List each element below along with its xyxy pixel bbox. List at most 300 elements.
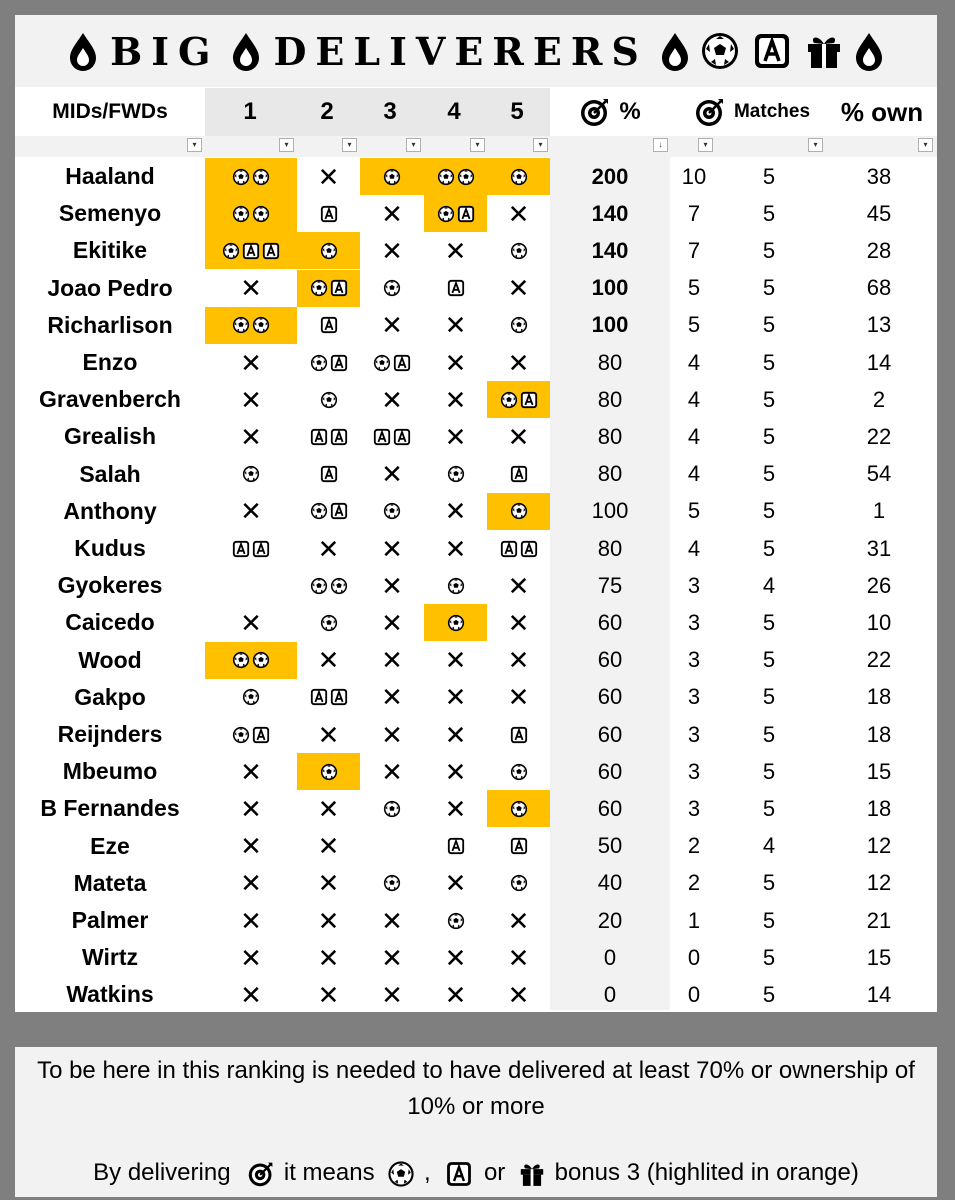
- soccer-ball-icon: [252, 316, 270, 334]
- filter-dropdown-button[interactable]: ▾: [918, 138, 933, 152]
- cross-icon: ✕: [444, 496, 467, 527]
- gw-2-cell: [297, 976, 360, 1013]
- delivery-pct: 80: [597, 535, 623, 561]
- gw-2-cell: [297, 865, 360, 902]
- cross-icon: ✕: [444, 719, 467, 750]
- assist-a-icon: [520, 391, 538, 409]
- footer-legend: [15, 1155, 937, 1191]
- gw-5-cell: [487, 902, 550, 939]
- assist-a-icon: [320, 465, 338, 483]
- delivered-count: 2: [687, 833, 701, 859]
- gw-2-cell: [297, 493, 360, 530]
- gw-3-cell: [360, 195, 424, 232]
- gw-2-cell: [297, 902, 360, 939]
- delivered-count: 4: [687, 535, 701, 561]
- cross-icon: ✕: [507, 570, 530, 601]
- table-row: [15, 344, 937, 381]
- player-name: Salah: [79, 460, 141, 487]
- matches-count: 5: [762, 461, 776, 487]
- title-word-deliverers: DELIVERERS: [273, 28, 648, 74]
- cross-icon: ✕: [507, 198, 530, 229]
- gw-2-cell: [297, 939, 360, 976]
- header-pct: [550, 88, 670, 136]
- soccer-ball-icon: [242, 688, 260, 706]
- cross-icon: ✕: [240, 273, 262, 304]
- gw-3-cell: [360, 232, 424, 269]
- assist-a-icon: [373, 428, 391, 446]
- cross-icon: ✕: [240, 868, 262, 899]
- assist-a-icon: [320, 205, 338, 223]
- gw-1-cell: [205, 567, 297, 604]
- cross-icon: ✕: [381, 198, 403, 229]
- filter-dropdown-button[interactable]: ▾: [279, 138, 294, 152]
- footer-criteria: To be here in this ranking is needed to have delivered at least 70% or ownership of 10% or more: [37, 1057, 915, 1120]
- delivery-pct: 40: [597, 870, 623, 896]
- soccer-ball-icon: [500, 391, 518, 409]
- gw-4-cell: [424, 902, 487, 939]
- gw-3-cell: [360, 604, 424, 641]
- cross-icon: ✕: [444, 384, 467, 415]
- flame-drop-icon: [854, 31, 884, 71]
- gw-4-cell: [424, 865, 487, 902]
- gw-3-cell: [360, 902, 424, 939]
- ownership-pct: 12: [866, 870, 892, 896]
- delivery-pct: 75: [597, 572, 623, 598]
- player-name: Palmer: [71, 907, 149, 933]
- soccer-ball-icon: [510, 502, 528, 520]
- table-row: [15, 418, 937, 455]
- soccer-ball-icon: [232, 726, 250, 744]
- delivery-pct: 80: [597, 386, 623, 412]
- cross-icon: ✕: [317, 161, 340, 192]
- matches-count: 5: [762, 907, 776, 933]
- gw-3-cell: [360, 976, 424, 1013]
- cross-icon: ✕: [381, 607, 403, 638]
- gw-1-cell: [205, 865, 297, 902]
- cross-icon: ✕: [240, 905, 262, 936]
- soccer-ball-icon: [232, 168, 250, 186]
- ownership-pct: 26: [866, 572, 892, 598]
- soccer-ball-icon: [320, 614, 338, 632]
- assist-a-icon: [252, 726, 270, 744]
- matches-count: 4: [762, 572, 776, 598]
- gw-5-cell: [487, 530, 550, 567]
- gw-2-cell-highlighted: [297, 232, 360, 269]
- gw-5-cell: [487, 828, 550, 865]
- cross-icon: ✕: [317, 942, 340, 973]
- ownership-pct: 1: [872, 498, 886, 524]
- gw-3-cell: [360, 456, 424, 493]
- gw-5-cell: [487, 642, 550, 679]
- delivery-pct: 60: [597, 684, 623, 710]
- gw-2-cell: [297, 790, 360, 827]
- table-row: [15, 232, 937, 269]
- title-word-big: BIG: [110, 28, 220, 74]
- header-gw-2: 2: [320, 98, 334, 125]
- gw-2-cell: [297, 604, 360, 641]
- table-row: [15, 195, 937, 232]
- gw-2-cell: [297, 716, 360, 753]
- delivered-count: 0: [687, 944, 701, 970]
- soccer-ball-icon: [252, 651, 270, 669]
- table-row: [15, 790, 937, 827]
- soccer-ball-icon: [387, 1160, 415, 1188]
- soccer-ball-icon: [383, 800, 401, 818]
- filter-dropdown-button[interactable]: ▾: [533, 138, 548, 152]
- cross-icon: ✕: [381, 570, 403, 601]
- delivered-count: 3: [687, 758, 701, 784]
- table-row: [15, 828, 937, 865]
- soccer-ball-icon: [447, 912, 465, 930]
- gw-5-cell: [487, 679, 550, 716]
- table-row: [15, 604, 937, 641]
- gw-2-cell: [297, 195, 360, 232]
- gw-1-cell: [205, 530, 297, 567]
- gw-4-cell: [424, 567, 487, 604]
- player-name: Mateta: [73, 869, 147, 896]
- soccer-ball-icon: [447, 465, 465, 483]
- delivery-pct: 60: [597, 795, 623, 821]
- soccer-ball-icon: [437, 168, 455, 186]
- footer-note: [15, 1047, 937, 1197]
- assist-a-icon: [310, 688, 328, 706]
- delivered-count: 3: [687, 647, 701, 673]
- gw-1-cell: [205, 381, 297, 418]
- flame-drop-icon: [660, 31, 690, 71]
- target-icon: [247, 1160, 275, 1188]
- matches-count: 5: [762, 609, 776, 635]
- soccer-ball-icon: [437, 205, 455, 223]
- header-name: MIDs/FWDs: [52, 100, 168, 123]
- matches-count: 5: [762, 386, 776, 412]
- player-name: B Fernandes: [40, 795, 180, 822]
- cross-icon: ✕: [240, 979, 262, 1010]
- cross-icon: ✕: [240, 831, 262, 862]
- player-name: Wood: [78, 646, 142, 673]
- ownership-pct: 10: [866, 609, 892, 635]
- table-row: [15, 158, 937, 195]
- gw-5-cell: [487, 865, 550, 902]
- delivery-pct: 140: [591, 200, 629, 226]
- ownership-pct: 18: [866, 795, 892, 821]
- gw-3-cell: [360, 381, 424, 418]
- soccer-ball-icon: [310, 354, 328, 372]
- gift-icon: [518, 1160, 546, 1188]
- assist-a-icon: [447, 279, 465, 297]
- gw-2-cell: [297, 828, 360, 865]
- gw-3-cell: [360, 418, 424, 455]
- matches-count: 5: [762, 981, 776, 1007]
- gw-2-cell: [297, 418, 360, 455]
- ownership-pct: 12: [866, 833, 892, 859]
- ownership-pct: 22: [866, 423, 892, 449]
- gw-4-cell: [424, 753, 487, 790]
- cross-icon: ✕: [381, 756, 403, 787]
- gw-4-cell: [424, 270, 487, 307]
- gw-5-cell-highlighted: [487, 381, 550, 418]
- gw-3-cell: [360, 753, 424, 790]
- table-row: [15, 493, 937, 530]
- flame-drop-icon: [68, 31, 98, 71]
- matches-count: 5: [762, 498, 776, 524]
- cross-icon: ✕: [444, 421, 467, 452]
- header-matches-label: Matches: [733, 101, 811, 122]
- sort-desc-button[interactable]: ↓: [653, 138, 668, 152]
- legend-end: bonus 3 (highlited in orange): [554, 1159, 859, 1186]
- gw-1-cell: [205, 976, 297, 1013]
- gw-2-cell: [297, 567, 360, 604]
- gw-4-cell: [424, 939, 487, 976]
- assist-a-icon: [510, 465, 528, 483]
- delivery-pct: 200: [591, 163, 629, 189]
- page-title: [15, 15, 937, 87]
- assist-a-icon: [393, 428, 411, 446]
- delivery-pct: 100: [591, 275, 629, 301]
- cross-icon: ✕: [381, 310, 403, 341]
- assist-a-icon: [330, 502, 348, 520]
- gw-4-cell: [424, 418, 487, 455]
- soccer-ball-icon: [383, 874, 401, 892]
- filter-dropdown-button[interactable]: ▾: [406, 138, 421, 152]
- player-name: Richarlison: [47, 311, 173, 338]
- gw-4-cell: [424, 976, 487, 1013]
- gw-3-cell: [360, 828, 424, 865]
- gw-4-cell: [424, 307, 487, 344]
- matches-count: 5: [762, 423, 776, 449]
- delivered-count: 5: [687, 312, 701, 338]
- assist-a-icon: [320, 316, 338, 334]
- soccer-ball-icon: [447, 614, 465, 632]
- cross-icon: ✕: [507, 273, 530, 304]
- header-gw-4: 4: [447, 98, 461, 125]
- soccer-ball-icon: [457, 168, 475, 186]
- soccer-ball-icon: [383, 168, 401, 186]
- delivered-count: 2: [687, 870, 701, 896]
- gw-2-cell: [297, 344, 360, 381]
- delivery-pct: 140: [591, 237, 629, 263]
- gw-4-cell-highlighted: [424, 604, 487, 641]
- player-name: Watkins: [66, 981, 154, 1008]
- player-name: Gravenberch: [39, 386, 181, 413]
- cross-icon: ✕: [240, 347, 262, 378]
- soccer-ball-icon: [373, 354, 391, 372]
- matches-count: 5: [762, 944, 776, 970]
- filter-dropdown-button[interactable]: ▾: [470, 138, 485, 152]
- table-row: [15, 270, 937, 307]
- soccer-ball-icon: [232, 205, 250, 223]
- delivered-count: 5: [687, 498, 701, 524]
- soccer-ball-icon: [232, 316, 250, 334]
- delivery-pct: 80: [597, 461, 623, 487]
- cross-icon: ✕: [444, 682, 467, 713]
- header-gw-1: 1: [243, 98, 257, 125]
- assist-a-icon: [457, 205, 475, 223]
- assist-a-icon: [310, 428, 328, 446]
- delivery-pct: 100: [591, 312, 629, 338]
- ownership-pct: 28: [866, 237, 892, 263]
- gw-3-cell: [360, 790, 424, 827]
- cross-icon: ✕: [444, 533, 467, 564]
- cross-icon: ✕: [381, 384, 403, 415]
- soccer-ball-icon: [510, 763, 528, 781]
- matches-count: 5: [762, 163, 776, 189]
- gw-2-cell: [297, 456, 360, 493]
- header-gw-5: 5: [510, 98, 524, 125]
- delivery-pct: 80: [597, 349, 623, 375]
- cross-icon: ✕: [507, 942, 530, 973]
- ownership-pct: 18: [866, 721, 892, 747]
- gw-2-cell: [297, 307, 360, 344]
- gw-2-cell: [297, 679, 360, 716]
- cross-icon: ✕: [507, 979, 530, 1010]
- table-row: [15, 679, 937, 716]
- cross-icon: ✕: [381, 682, 403, 713]
- ownership-pct: 22: [866, 647, 892, 673]
- ownership-pct: 14: [866, 349, 892, 375]
- flame-drop-icon: [231, 31, 261, 71]
- table-row: [15, 456, 937, 493]
- gw-1-cell-highlighted: [205, 195, 297, 232]
- cross-icon: ✕: [507, 682, 530, 713]
- filter-dropdown-button[interactable]: ▾: [698, 138, 713, 152]
- table-row: [15, 753, 937, 790]
- header-matches: [677, 88, 827, 136]
- cross-icon: ✕: [381, 979, 403, 1010]
- gw-1-cell-highlighted: [205, 232, 297, 269]
- gw-5-cell-highlighted: [487, 158, 550, 195]
- cross-icon: ✕: [381, 235, 403, 266]
- gw-1-cell: [205, 418, 297, 455]
- cross-icon: ✕: [444, 235, 467, 266]
- soccer-ball-icon: [252, 205, 270, 223]
- gw-1-cell: [205, 493, 297, 530]
- soccer-ball-icon: [310, 502, 328, 520]
- soccer-ball-icon: [252, 168, 270, 186]
- gw-5-cell: [487, 344, 550, 381]
- cross-icon: ✕: [444, 868, 467, 899]
- ownership-pct: 38: [866, 163, 892, 189]
- table-row: [15, 530, 937, 567]
- filter-dropdown-button[interactable]: ▾: [187, 138, 202, 152]
- delivery-pct: 50: [597, 833, 623, 859]
- delivery-pct: 20: [597, 907, 623, 933]
- gw-5-cell: [487, 716, 550, 753]
- cross-icon: ✕: [317, 868, 340, 899]
- cross-icon: ✕: [381, 905, 403, 936]
- filter-dropdown-button[interactable]: ▾: [808, 138, 823, 152]
- assist-a-icon: [330, 428, 348, 446]
- delivered-count: 3: [687, 572, 701, 598]
- gw-4-cell: [424, 828, 487, 865]
- delivery-pct: 60: [597, 609, 623, 635]
- gw-4-cell: [424, 456, 487, 493]
- soccer-ball-icon: [330, 577, 348, 595]
- delivered-count: 5: [687, 275, 701, 301]
- table-row: [15, 307, 937, 344]
- cross-icon: ✕: [381, 645, 403, 676]
- cross-icon: ✕: [317, 645, 340, 676]
- ownership-pct: 14: [866, 981, 892, 1007]
- gw-5-cell: [487, 232, 550, 269]
- cross-icon: ✕: [444, 347, 467, 378]
- gw-3-cell: [360, 270, 424, 307]
- player-name: Anthony: [63, 497, 157, 524]
- cross-icon: ✕: [240, 793, 262, 824]
- delivery-pct: 0: [603, 981, 617, 1007]
- gw-2-cell: [297, 158, 360, 195]
- matches-count: 5: [762, 312, 776, 338]
- gw-2-cell-highlighted: [297, 753, 360, 790]
- gw-1-cell-highlighted: [205, 642, 297, 679]
- gift-icon: [804, 31, 844, 71]
- gw-1-cell: [205, 828, 297, 865]
- player-name: Gyokeres: [57, 572, 163, 599]
- player-name: Wirtz: [81, 944, 138, 971]
- gw-1-cell-highlighted: [205, 307, 297, 344]
- filter-dropdown-button[interactable]: ▾: [342, 138, 357, 152]
- player-name: Enzo: [82, 349, 138, 375]
- soccer-ball-icon: [510, 242, 528, 260]
- cross-icon: ✕: [240, 756, 262, 787]
- matches-count: 4: [762, 833, 776, 859]
- player-name: Caicedo: [65, 609, 155, 636]
- cross-icon: ✕: [240, 607, 262, 638]
- table-row: [15, 381, 937, 418]
- soccer-ball-icon: [383, 279, 401, 297]
- cross-icon: ✕: [240, 942, 262, 973]
- ownership-pct: 21: [866, 907, 892, 933]
- table-row: [15, 865, 937, 902]
- gw-4-cell: [424, 344, 487, 381]
- ownership-pct: 2: [872, 386, 886, 412]
- delivered-count: 4: [687, 423, 701, 449]
- soccer-ball-icon: [510, 168, 528, 186]
- gw-5-cell: [487, 418, 550, 455]
- gw-5-cell-highlighted: [487, 493, 550, 530]
- legend-comma: ,: [423, 1159, 431, 1186]
- gw-4-cell: [424, 642, 487, 679]
- cross-icon: ✕: [381, 533, 403, 564]
- gw-5-cell: [487, 753, 550, 790]
- legend-start: By delivering: [93, 1159, 231, 1186]
- table-row: [15, 716, 937, 753]
- cross-icon: ✕: [444, 942, 467, 973]
- cross-icon: ✕: [507, 905, 530, 936]
- soccer-ball-icon: [320, 242, 338, 260]
- gw-3-cell: [360, 939, 424, 976]
- gw-4-cell-highlighted: [424, 158, 487, 195]
- player-name: Haaland: [65, 163, 155, 189]
- cross-icon: ✕: [381, 719, 403, 750]
- gw-5-cell: [487, 939, 550, 976]
- assist-a-icon: [393, 354, 411, 372]
- gw-3-cell: [360, 493, 424, 530]
- delivered-count: 7: [687, 237, 701, 263]
- matches-count: 5: [762, 647, 776, 673]
- player-name: Gakpo: [74, 683, 146, 710]
- delivered-count: 4: [687, 349, 701, 375]
- soccer-ball-icon: [510, 874, 528, 892]
- gw-3-cell: [360, 716, 424, 753]
- matches-count: 5: [762, 237, 776, 263]
- cross-icon: ✕: [240, 421, 262, 452]
- delivered-count: 1: [687, 907, 701, 933]
- cross-icon: ✕: [507, 645, 530, 676]
- soccer-ball-icon: [242, 465, 260, 483]
- ownership-pct: 68: [866, 275, 892, 301]
- gw-4-cell: [424, 716, 487, 753]
- gw-5-cell: [487, 307, 550, 344]
